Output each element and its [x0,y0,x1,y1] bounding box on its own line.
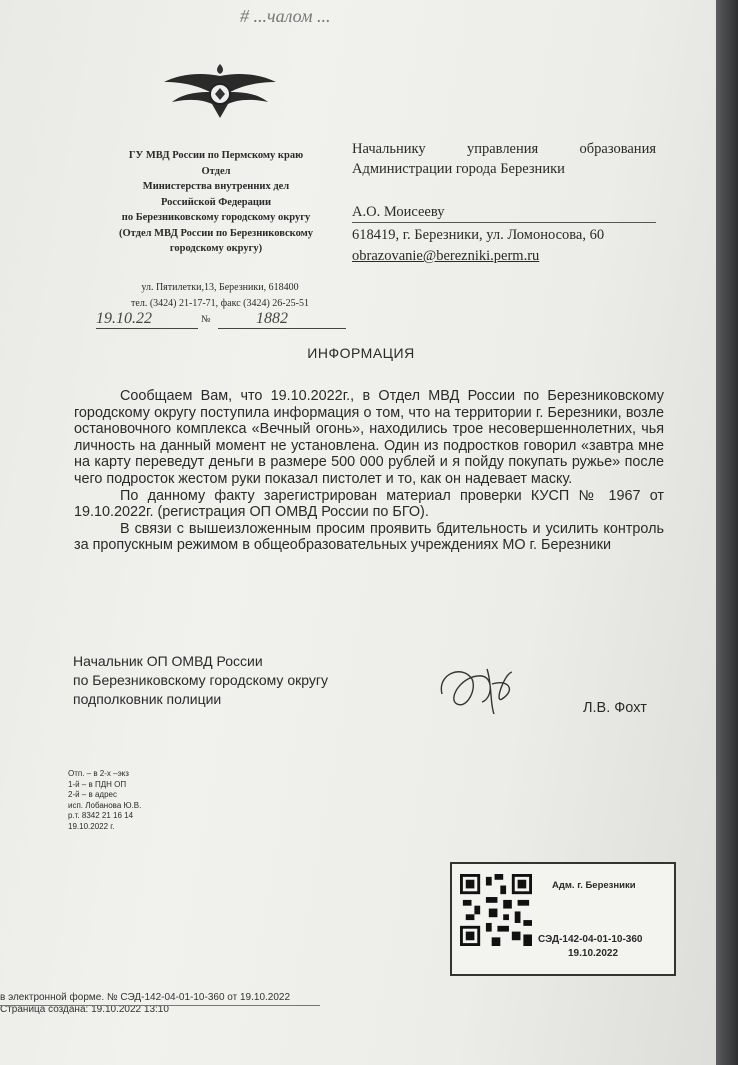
org-line: (Отдел МВД России по Березниковскому [118,227,314,239]
recipient-line-1: Начальнику управления образования [352,141,656,157]
stamp-number: СЭД-142-04-01-10-360 [538,934,643,945]
stamp-org: Адм. г. Березники [552,880,636,891]
position-line: подполковник полиции [73,691,222,707]
org-phone: тел. (3424) 21-17-71, факс (3424) 26-25-51 [131,298,309,309]
org-line: городскому округу) [169,243,263,254]
recipient-email: obrazovanie@berezniki.perm.ru [352,248,540,264]
date-number-line [96,312,346,332]
edoc-line-1: в электронной форме. № СЭД-142-04-01-10-360 от 19.10.2022 [0,992,291,1003]
org-line: ГУ МВД России по Пермскому краю [128,150,304,161]
org-line: Отдел [201,165,231,177]
document-title: ИНФОРМАЦИЯ [307,345,415,361]
footnote [68,769,141,833]
registration-stamp [450,862,676,976]
footnote-line: исп. Лобанова Ю.В. [68,800,142,810]
position-line: по Березниковскому городскому округу [73,672,328,688]
footnote-line: Отп. – в 2-х –экз [68,769,129,778]
edoc-divider [0,1005,320,1006]
date-handwritten: 19.10.22 [96,310,152,327]
edoc-line-2: Страница создана: 19.10.2022 13:10 [0,1004,169,1015]
recipient-address: 618419, г. Березники, ул. Ломоносова, 60 [352,227,605,243]
electronic-signature-note [0,992,290,1016]
document-body [74,388,664,554]
number-label: № [201,314,211,325]
recipient-line-2: Администрации города Березники [352,161,565,177]
background-edge [716,0,738,1065]
body-paragraph: Сообщаем Вам, что 19.10.2022г., в Отдел МВД России по Березниковскому городскому округу поступила информация о том, что на территории г. Березники, возле остановочного комплекса «Вечный огонь», находились трое несовершеннолетних, чья личность на данный момент не установлена. Один из подростков говорил «завтра мне на карту переведут деньги в размере 500 000 рублей и я пойду покупать ружье» после чего подросток жестом руки показал пистолет и то, как он надевает маску. [74,388,664,487]
org-address: ул. Пятилетки,13, Березники, 618400 [141,282,299,293]
recipient-name: А.О. Моисееву [352,203,656,223]
signatory-name: Л.В. Фохт [583,700,647,716]
body-paragraph: По данному факту зарегистрирован материал проверки КУСП № 1967 от 19.10.2022г. (регистрация ОП ОМВД России по БГО). [74,487,664,521]
body-paragraph: В связи с вышеизложенным просим проявить бдительность и усилить контроль за пропускным режимом в общеобразовательных учреждениях МО г. Березники [74,520,664,554]
signatory-position [73,652,328,709]
footnote-line: 19.10.2022 г. [68,821,115,831]
qr-code-icon [460,874,532,946]
number-handwritten: 1882 [256,310,288,327]
handwritten-signature [432,654,522,724]
position-line: Начальник ОП ОМВД России [73,653,263,669]
top-scribble: # ...чалом ... [240,6,331,26]
org-header [80,148,352,257]
stamp-date: 19.10.2022 [568,948,619,959]
org-line: по Березниковскому городскому округу [121,212,311,223]
footnote-line: 1-й – в ПДН ОП [68,779,127,789]
footnote-line: р.т. 8342 21 16 14 [68,811,134,821]
police-emblem-icon [160,58,280,126]
org-line: Министерства внутренних дел [142,181,290,192]
footnote-line: 2-й – в адрес [68,790,117,800]
org-line: Российской Федерации [160,196,272,208]
